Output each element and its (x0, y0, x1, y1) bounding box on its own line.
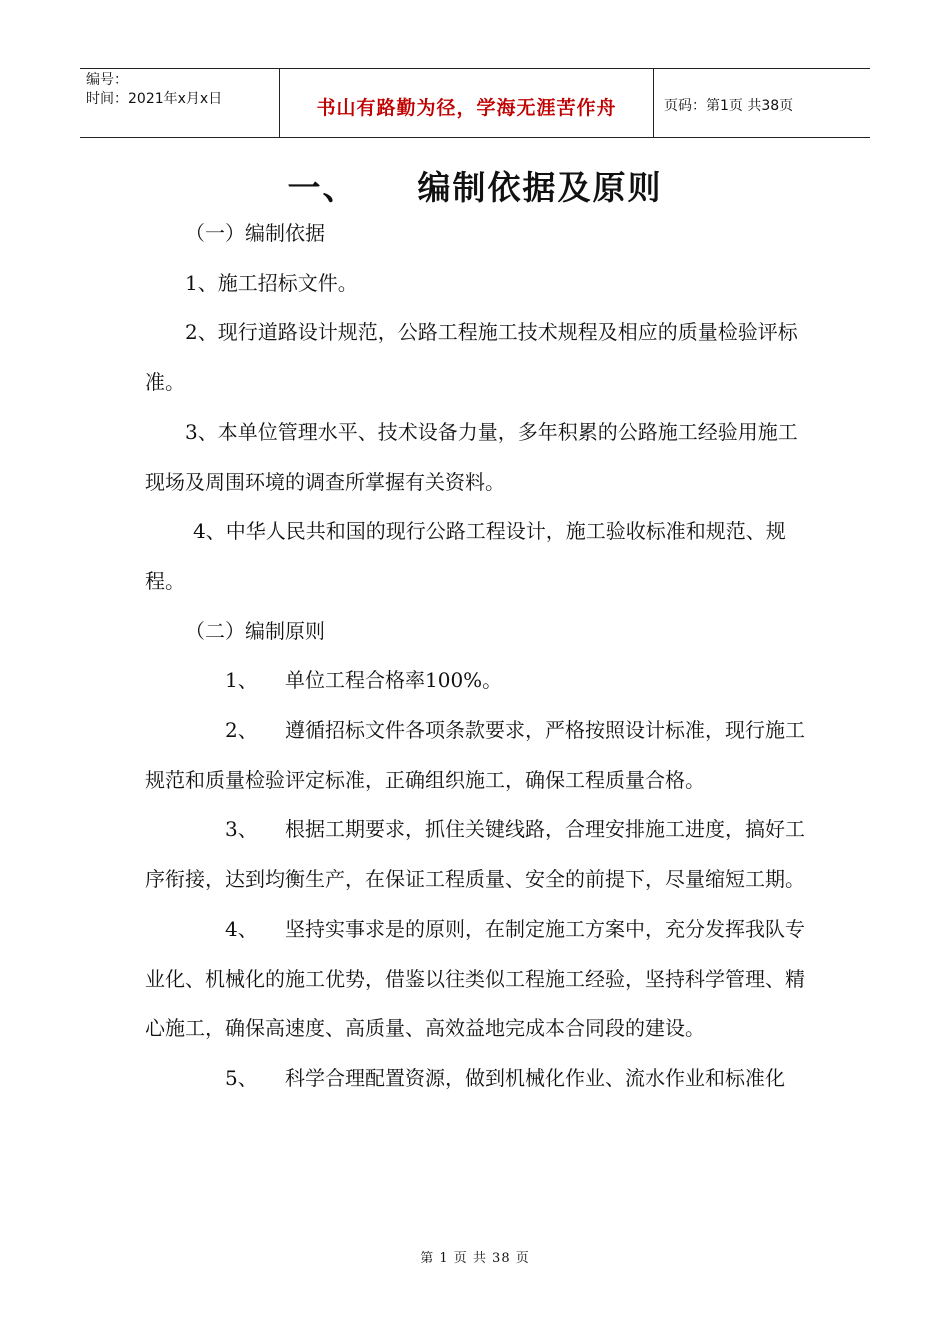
slogan: 书山有路勤为径，学海无涯苦作舟 (316, 96, 617, 119)
principle-item (145, 656, 815, 706)
time-label: 时间：2021年x月x日 (86, 91, 223, 107)
principle-text: 遵循招标文件各项条款要求，严格按照设计标准，现行施工规范和质量检验评定标准，正确组织施工，确保工程质量合格。 (145, 718, 805, 792)
basis-item: 3、本单位管理水平、技术设备力量，多年积累的公路施工经验用施工现场及周围环境的调查所掌握有关资料。 (145, 419, 798, 494)
page-info: 页码：第1页 共38页 (664, 98, 794, 114)
document-header (80, 68, 870, 138)
principle-number: 1、 (225, 668, 258, 693)
principle-item (145, 1054, 815, 1104)
principle-number: 5、 (225, 1065, 258, 1090)
principle-text: 单位工程合格率100%。 (285, 668, 503, 693)
principle-text: 坚持实事求是的原则，在制定施工方案中，充分发挥我队专业化、机械化的施工优势，借鉴以往类似工程施工经验，坚持科学管理、精心施工，确保高速度、高质量、高效益地完成本合同段的建设。 (145, 916, 805, 1041)
title-number: 一、 (287, 168, 358, 207)
principle-number: 2、 (225, 718, 258, 743)
basis-item: 1、施工招标文件。 (185, 270, 358, 295)
basis-item: 4、中华人民共和国的现行公路工程设计，施工验收标准和规范、规程。 (145, 519, 786, 593)
principle-number: 3、 (225, 817, 258, 842)
header-slogan-cell (280, 69, 654, 137)
title-text: 编制依据及原则 (417, 168, 663, 207)
header-page-cell (654, 69, 870, 137)
header-meta-cell (80, 69, 280, 137)
principle-item (145, 905, 815, 1054)
section-heading-principles: （二）编制原则 (185, 618, 325, 643)
page-title (0, 162, 950, 209)
number-label: 编号： (86, 72, 128, 88)
principle-text: 根据工期要求，抓住关键线路，合理安排施工进度，搞好工序衔接，达到均衡生产，在保证工程质量、安全的前提下，尽量缩短工期。 (145, 817, 805, 892)
document-body (145, 209, 815, 1104)
page-footer: 第 1 页 共 38 页 (420, 1251, 530, 1266)
principle-item (145, 805, 815, 904)
basis-item: 2、现行道路设计规范，公路工程施工技术规程及相应的质量检验评标准。 (145, 320, 798, 395)
principle-number: 4、 (225, 916, 258, 941)
section-heading-basis: （一）编制依据 (185, 221, 325, 245)
principle-item (145, 706, 815, 805)
principle-text: 科学合理配置资源，做到机械化作业、流水作业和标准化 (285, 1065, 785, 1090)
